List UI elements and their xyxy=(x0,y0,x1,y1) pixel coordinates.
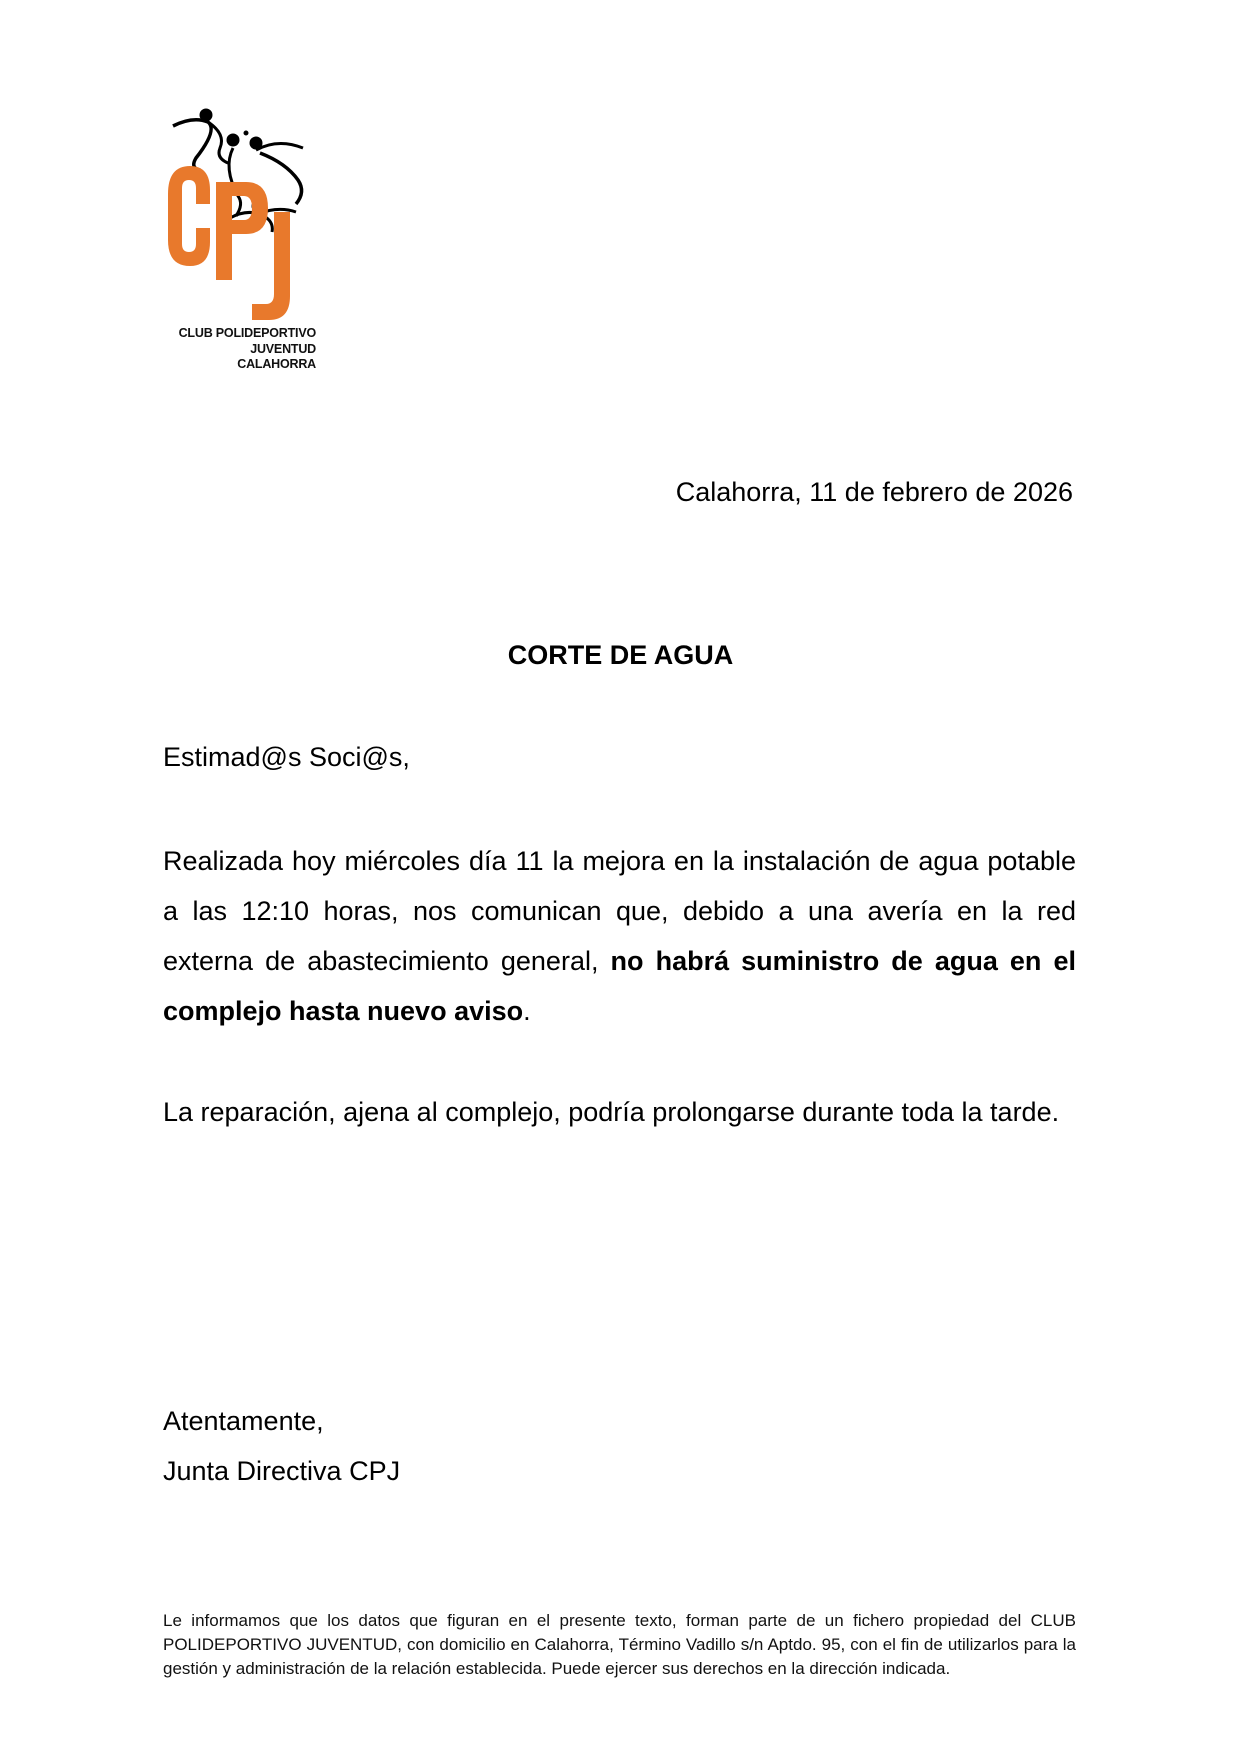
logo-line-1: CLUB POLIDEPORTIVO xyxy=(178,326,316,340)
figure-head-2 xyxy=(227,134,239,146)
letter-signature: Junta Directiva CPJ xyxy=(163,1456,401,1486)
letter-closing-block xyxy=(163,1396,400,1496)
letter-paragraph-2: La reparación, ajena al complejo, podría prolongarse durante toda la tarde. xyxy=(163,1097,1060,1127)
letter-paragraph-1 xyxy=(163,836,1076,1036)
cpj-logo-graphic xyxy=(168,108,328,323)
letter-title: CORTE DE AGUA xyxy=(507,640,734,670)
letter-greeting: Estimad@s Soci@s, xyxy=(163,742,410,772)
paragraph-1-end: . xyxy=(523,996,531,1026)
letter-closing: Atentamente, xyxy=(163,1406,324,1436)
figure-swoosh-4 xyxy=(256,143,303,150)
legal-footer: Le informamos que los datos que figuran en el presente texto, forman parte de un fichero propiedad del CLUB POLIDEPORTIVO JUVENTUD, con domicilio en Calahorra, Término Vadillo s/n Aptdo. 95, con el fin de utilizarlos para la gestión y administración de la relación establecida. Puede ejercer sus derechos en la dirección indicada. xyxy=(163,1611,1076,1678)
logo-club-name xyxy=(168,326,316,373)
figure-swoosh-1 xyxy=(173,120,211,170)
paragraph-1-bold-notice: no habrá suministro de agua en el complejo hasta nuevo aviso xyxy=(163,946,1076,1026)
club-logo xyxy=(168,108,328,380)
figure-dot xyxy=(244,131,248,135)
logo-letter-p xyxy=(216,182,268,280)
paragraph-1-text: Realizada hoy miércoles día 11 la mejora en la instalación de agua potable a las 12:10 horas, nos comunican que, debido a una avería en la red externa de abastecimiento general, xyxy=(163,846,1076,976)
logo-letter-c xyxy=(168,166,210,266)
logo-line-2: JUVENTUD xyxy=(250,341,316,356)
logo-letters xyxy=(168,166,290,320)
letter-date: Calahorra, 11 de febrero de 2026 xyxy=(675,477,1073,507)
logo-line-3: CALAHORRA xyxy=(237,357,316,371)
